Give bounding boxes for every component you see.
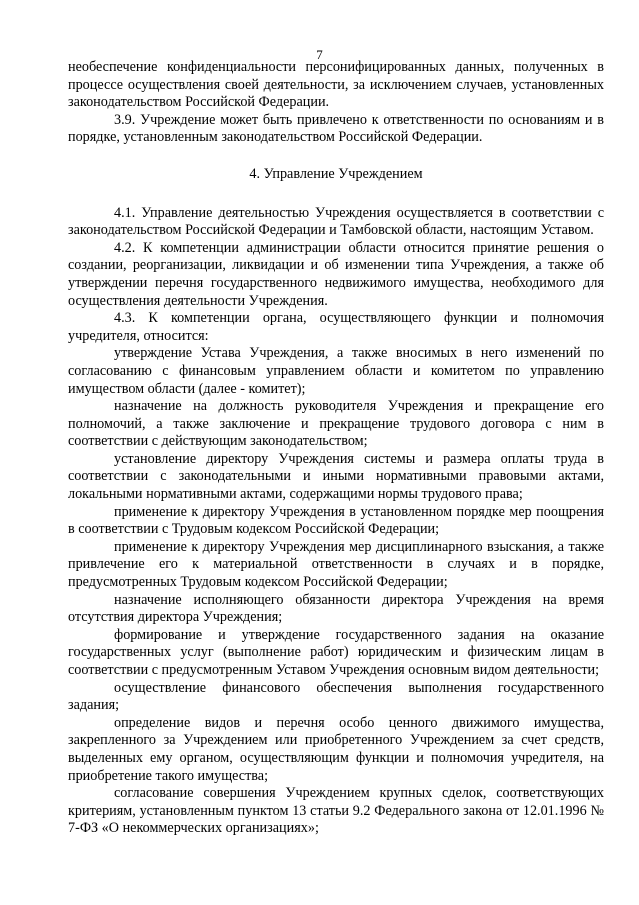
list-item-director-appointment: назначение на должность руководителя Учреждения и прекращение его полномочий, а также заключение и прекращение трудового договора с ним в соответствии с действующим законодательством; (68, 398, 604, 450)
list-item-state-assignment: формирование и утверждение государственного задания на оказание государственных услуг (выполнение работ) юридическим и физическим лицам в соответствии с предусмотренным Уставом Учреждения основным видом деятельности; (68, 626, 604, 678)
paragraph-4-2: 4.2. К компетенции администрации области относится принятие решения о создании, реорганизации, ликвидации и об изменении типа Учреждения, а также об утверждении перечня государственного недвижимого имущества, необходимого для осуществления деятельности Учреждения. (68, 239, 604, 309)
list-item-financing: осуществление финансового обеспечения выполнения государственного задания; (68, 679, 604, 714)
document-body (68, 59, 604, 838)
list-item-major-transactions: согласование совершения Учреждением крупных сделок, соответствующих критериям, установленным пунктом 13 статьи 9.2 Федерального закона от 12.01.1996 № 7-ФЗ «О некоммерческих организациях»; (68, 785, 604, 837)
paragraph-3-9: 3.9. Учреждение может быть привлечено к ответственности по основаниям и в порядке, установленным законодательством Российской Федерации. (68, 111, 604, 146)
list-item-disciplinary: применение к директору Учреждения мер дисциплинарного взыскания, а также привлечение его к материальной ответственности в случаях и в порядке, предусмотренных Трудовым кодексом Российской Федерации; (68, 538, 604, 591)
paragraph-4-3: 4.3. К компетенции органа, осуществляющего функции и полномочия учредителя, относится: (68, 310, 604, 344)
paragraph-continuation: необеспечение конфиденциальности персонифицированных данных, полученных в процессе осуществления своей деятельности, за исключением случаев, установленных законодательством Российской Федерации. (68, 59, 604, 111)
list-item-charter-approval: утверждение Устава Учреждения, а также вносимых в него изменений по согласованию с финансовым управлением области и комитетом по управлению имуществом области (далее - комитет); (68, 345, 604, 397)
list-item-valuable-property: определение видов и перечня особо ценного движимого имущества, закрепленного за Учреждением или приобретенного Учреждением за счет средств, выделенных ему органом, осуществляющим функции и полномочия учредителя, на приобретение такого имущества; (68, 714, 604, 784)
page-number: 7 (316, 47, 323, 62)
paragraph-4-1: 4.1. Управление деятельностью Учреждения осуществляется в соответствии с законодательством Российской Федерации и Тамбовской области, настоящим Уставом. (68, 204, 604, 239)
list-item-acting-director: назначение исполняющего обязанности директора Учреждения на время отсутствия директора Учреждения; (68, 591, 604, 626)
section-heading: 4. Управление Учреждением (249, 165, 423, 182)
list-item-incentives: применение к директору Учреждения в установленном порядке мер поощрения в соответствии с Трудовым кодексом Российской Федерации; (68, 503, 604, 538)
list-item-salary-system: установление директору Учреждения системы и размера оплаты труда в соответствии с законодательными и иными нормативными правовыми актами, локальными нормативными актами, содержащими нормы трудового права; (68, 450, 604, 503)
